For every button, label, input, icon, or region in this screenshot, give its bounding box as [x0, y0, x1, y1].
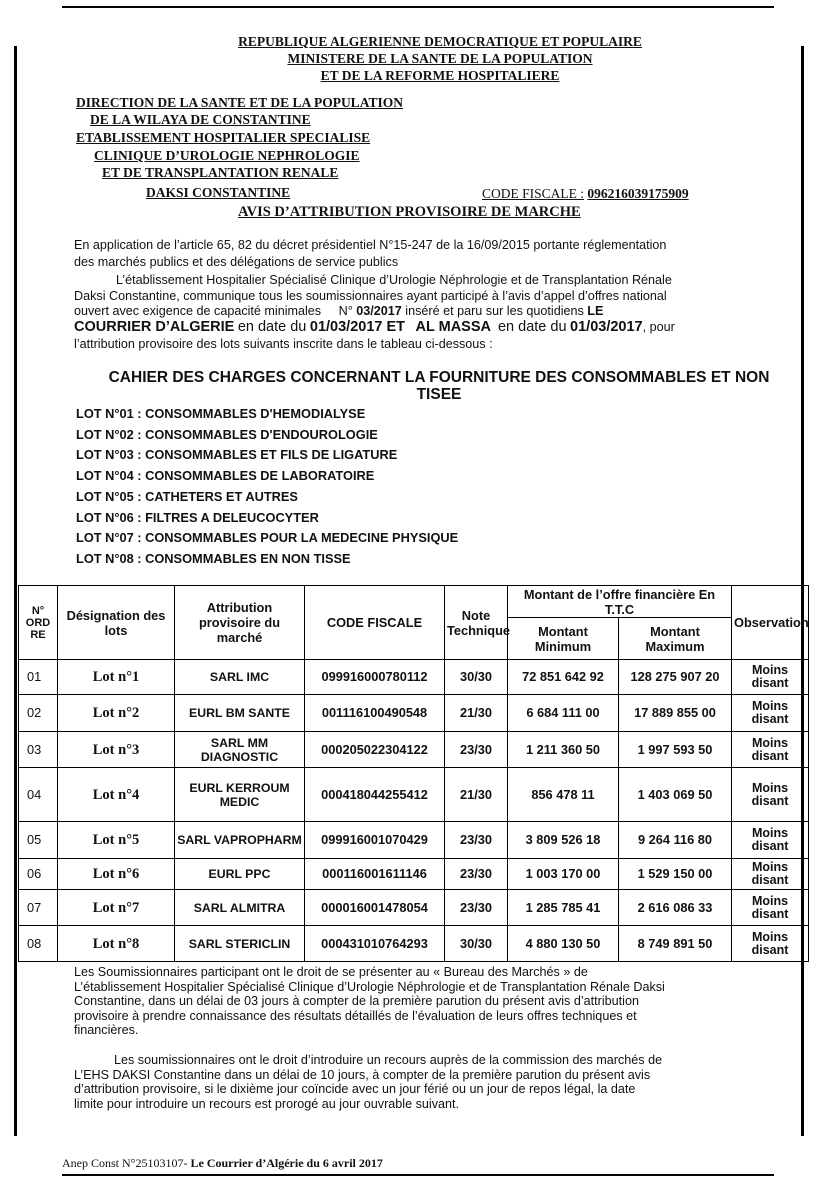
newspaper-name: COURRIER D’ALGERIE	[74, 319, 235, 335]
intro-p2-line4	[74, 320, 675, 335]
col-header-max: Montant Maximum	[619, 618, 732, 660]
cell-lot: Lot n°7	[58, 890, 175, 926]
cell-code: 099916001070429	[305, 822, 445, 859]
cell-note: 23/30	[445, 732, 508, 768]
direction-line-5: ET DE TRANSPLANTATION RENALE	[102, 165, 339, 180]
list-item: LOT N°03 : CONSOMMABLES ET FILS DE LIGATURE	[76, 447, 398, 463]
cell-code: 000418044255412	[305, 768, 445, 822]
top-rule	[62, 6, 774, 8]
list-item: LOT N°05 : CATHETERS ET AUTRES	[76, 488, 298, 504]
cell-num: 03	[19, 732, 58, 768]
cell-max: 2 616 086 33	[619, 890, 732, 926]
cell-code: 099916000780112	[305, 660, 445, 695]
cell-num: 08	[19, 926, 58, 962]
col-header-designation: Désignation des lots	[58, 586, 175, 660]
cell-code: 000431010764293	[305, 926, 445, 962]
cell-lot: Lot n°3	[58, 732, 175, 768]
cell-company: SARL STERICLIN	[175, 926, 305, 962]
table-row	[19, 732, 809, 768]
table-row	[19, 926, 809, 962]
cell-num: 07	[19, 890, 58, 926]
cell-note: 21/30	[445, 695, 508, 732]
cell-max: 1 403 069 50	[619, 768, 732, 822]
cell-num: 06	[19, 859, 58, 890]
direction-line-4: CLINIQUE D’UROLOGIE NEPHROLOGIE	[94, 148, 360, 163]
header-reforme: ET DE LA REFORME HOSPITALIERE	[320, 68, 560, 83]
footer-line: Les soumissionnaires ont le droit d’introduire un recours auprès de la commission des marchés de	[114, 1053, 663, 1067]
cell-note: 30/30	[445, 660, 508, 695]
cell-max: 9 264 116 80	[619, 822, 732, 859]
cell-note: 30/30	[445, 926, 508, 962]
intro-p2-line5: l’attribution provisoire des lots suivants inscrite dans le tableau ci-dessous :	[74, 337, 493, 351]
intro-p1-line1: En application de l’article 65, 82 du décret présidentiel N°15-247 de la 16/09/2015 portante réglementation	[74, 238, 667, 252]
cell-min: 1 211 360 50	[508, 732, 619, 768]
cell-observation: Moins disant	[732, 732, 809, 768]
attribution-table	[18, 585, 809, 962]
cell-lot: Lot n°1	[58, 660, 175, 695]
table-row	[19, 695, 809, 732]
cell-observation: Moins disant	[732, 660, 809, 695]
col-header-note: Note Technique	[445, 586, 508, 660]
table-row	[19, 768, 809, 822]
newspaper-name: AL MASSA	[415, 319, 491, 335]
cell-max: 8 749 891 50	[619, 926, 732, 962]
cell-company: EURL PPC	[175, 859, 305, 890]
cell-max: 1 997 593 50	[619, 732, 732, 768]
cell-observation: Moins disant	[732, 890, 809, 926]
cell-code: 000016001478054	[305, 890, 445, 926]
cell-code: 001116100490548	[305, 695, 445, 732]
list-item: LOT N°08 : CONSOMMABLES EN NON TISSE	[76, 550, 351, 566]
table-row	[19, 822, 809, 859]
footer-line: provisoire à prendre connaissance des résultats détaillés de l’évaluation de leurs offres techniques et	[74, 1008, 637, 1023]
cell-min: 3 809 526 18	[508, 822, 619, 859]
list-item: LOT N°04 : CONSOMMABLES DE LABORATOIRE	[76, 468, 375, 484]
cell-code: 000116001611146	[305, 859, 445, 890]
cell-note: 23/30	[445, 890, 508, 926]
page-title: AVIS D’ATTRIBUTION PROVISOIRE DE MARCHE	[238, 204, 581, 220]
col-header-attribution: Attribution provisoire du marché	[175, 586, 305, 660]
cell-note: 23/30	[445, 859, 508, 890]
list-item: LOT N°06 : FILTRES A DELEUCOCYTER	[76, 509, 319, 525]
cell-max: 1 529 150 00	[619, 859, 732, 890]
intro-p2-line2: Daksi Constantine, communique tous les soumissionnaires ayant participé à l’avis d’appel d’offres national	[74, 289, 667, 303]
list-item: LOT N°02 : CONSOMMABLES D'ENDOUROLOGIE	[76, 426, 378, 442]
list-item: LOT N°01 : CONSOMMABLES D'HEMODIALYSE	[76, 406, 366, 421]
anep-ref: Anep Const N°25103107-	[62, 1156, 188, 1170]
col-header-code: CODE FISCALE	[305, 586, 445, 660]
cell-min: 4 880 130 50	[508, 926, 619, 962]
cahier-line-1: CAHIER DES CHARGES CONCERNANT LA FOURNITURE DES CONSOMMABLES ET NON	[108, 369, 770, 386]
intro-p1-line2: des marchés publics et des délégations de service publics	[74, 255, 399, 269]
cell-max: 17 889 855 00	[619, 695, 732, 732]
anep-source: Le Courrier d’Algérie du 6 avril 2017	[190, 1156, 383, 1170]
cell-lot: Lot n°4	[58, 768, 175, 822]
cell-observation: Moins disant	[732, 926, 809, 962]
cell-company: EURL BM SANTE	[175, 695, 305, 732]
col-header-num: N° ORD RE	[19, 586, 58, 660]
publication-date: 01/03/2017	[570, 319, 643, 335]
direction-line-2: DE LA WILAYA DE CONSTANTINE	[90, 112, 311, 127]
cell-company: SARL VAPROPHARM	[175, 822, 305, 859]
intro-text: N°	[338, 304, 353, 318]
cell-lot: Lot n°5	[58, 822, 175, 859]
cell-observation: Moins disant	[732, 768, 809, 822]
publication-date: 01/03/2017 ET	[309, 319, 406, 335]
intro-text: , pour	[642, 320, 675, 334]
lots-list	[76, 404, 458, 570]
left-border	[14, 46, 17, 1136]
direction-line-3: ETABLISSEMENT HOSPITALIER SPECIALISE	[76, 130, 371, 145]
cell-min: 856 478 11	[508, 768, 619, 822]
cell-observation: Moins disant	[732, 695, 809, 732]
cell-num: 04	[19, 768, 58, 822]
intro-text: ouvert avec exigence de capacité minimales	[74, 304, 322, 318]
cell-company: SARL MM DIAGNOSTIC	[175, 732, 305, 768]
cell-min: 6 684 111 00	[508, 695, 619, 732]
intro-text: en date du	[497, 319, 567, 335]
cell-num: 02	[19, 695, 58, 732]
footer-line: L’établissement Hospitalier Spécialisé Clinique d’Urologie Néphrologie et de Transplantation Rénale Daksi	[74, 979, 665, 994]
cell-company: SARL ALMITRA	[175, 890, 305, 926]
code-fiscal-label: CODE FISCALE :	[482, 186, 585, 201]
bottom-rule	[62, 1174, 774, 1176]
col-header-min: Montant Minimum	[508, 618, 619, 660]
footer-line: Les Soumissionnaires participant ont le droit de se présenter au « Bureau des Marchés » de	[74, 965, 588, 979]
code-fiscal-value: 096216039175909	[587, 186, 689, 201]
intro-text: inséré et paru sur les quotidiens	[405, 304, 584, 318]
cell-code: 000205022304122	[305, 732, 445, 768]
cell-num: 01	[19, 660, 58, 695]
list-item: LOT N°07 : CONSOMMABLES POUR LA MEDECINE PHYSIQUE	[76, 530, 459, 546]
newspaper-name: LE	[587, 304, 604, 318]
cell-observation: Moins disant	[732, 859, 809, 890]
header-republique: REPUBLIQUE ALGERIENNE DEMOCRATIQUE ET POPULAIRE	[238, 34, 642, 49]
cell-min: 72 851 642 92	[508, 660, 619, 695]
cell-company: SARL IMC	[175, 660, 305, 695]
footer-line: limite pour introduire un recours est prorogé au jour ouvrable suivant.	[74, 1096, 460, 1111]
header-ministere: MINISTERE DE LA SANTE DE LA POPULATION	[287, 51, 593, 66]
cell-lot: Lot n°2	[58, 695, 175, 732]
cell-num: 05	[19, 822, 58, 859]
table-row	[19, 859, 809, 890]
footer-line: financières.	[74, 1023, 139, 1037]
code-fiscal	[482, 186, 689, 202]
cell-min: 1 003 170 00	[508, 859, 619, 890]
marche-number: 03/2017	[356, 304, 402, 318]
cahier-line-2: TISEE	[416, 386, 462, 403]
anep-reference	[62, 1156, 383, 1171]
col-header-montant: Montant de l’offre financière En T.T.C	[508, 586, 732, 618]
footer-line: L’EHS DAKSI Constantine dans un délai de 10 jours, à compter de la première parution du présent avis	[74, 1067, 651, 1082]
intro-text: en date du	[237, 319, 307, 335]
footer-line: Constantine, dans un délai de 03 jours à compter de la première parution du présent avis d’attribution	[74, 994, 639, 1008]
intro-p2-line1: L’établissement Hospitalier Spécialisé Clinique d’Urologie Néphrologie et de Transplantation Rénale	[116, 273, 672, 287]
cell-observation: Moins disant	[732, 822, 809, 859]
cell-lot: Lot n°8	[58, 926, 175, 962]
table-row	[19, 890, 809, 926]
col-header-observation: Observation	[732, 586, 809, 660]
cell-lot: Lot n°6	[58, 859, 175, 890]
cell-max: 128 275 907 20	[619, 660, 732, 695]
cell-note: 23/30	[445, 822, 508, 859]
intro-p2-line3	[74, 304, 603, 319]
footer-line: d’attribution provisoire, si le dixième jour coïncide avec un jour férié ou un jour de repos légal, la date	[74, 1082, 636, 1096]
cell-min: 1 285 785 41	[508, 890, 619, 926]
cell-note: 21/30	[445, 768, 508, 822]
footer-paragraph-2	[74, 1053, 794, 1111]
footer-paragraph-1	[74, 965, 794, 1038]
table-row	[19, 660, 809, 695]
cell-company: EURL KERROUM MEDIC	[175, 768, 305, 822]
cahier-title	[74, 369, 804, 403]
direction-line-6: DAKSI CONSTANTINE	[146, 185, 291, 200]
direction-line-1: DIRECTION DE LA SANTE ET DE LA POPULATION	[76, 95, 403, 110]
